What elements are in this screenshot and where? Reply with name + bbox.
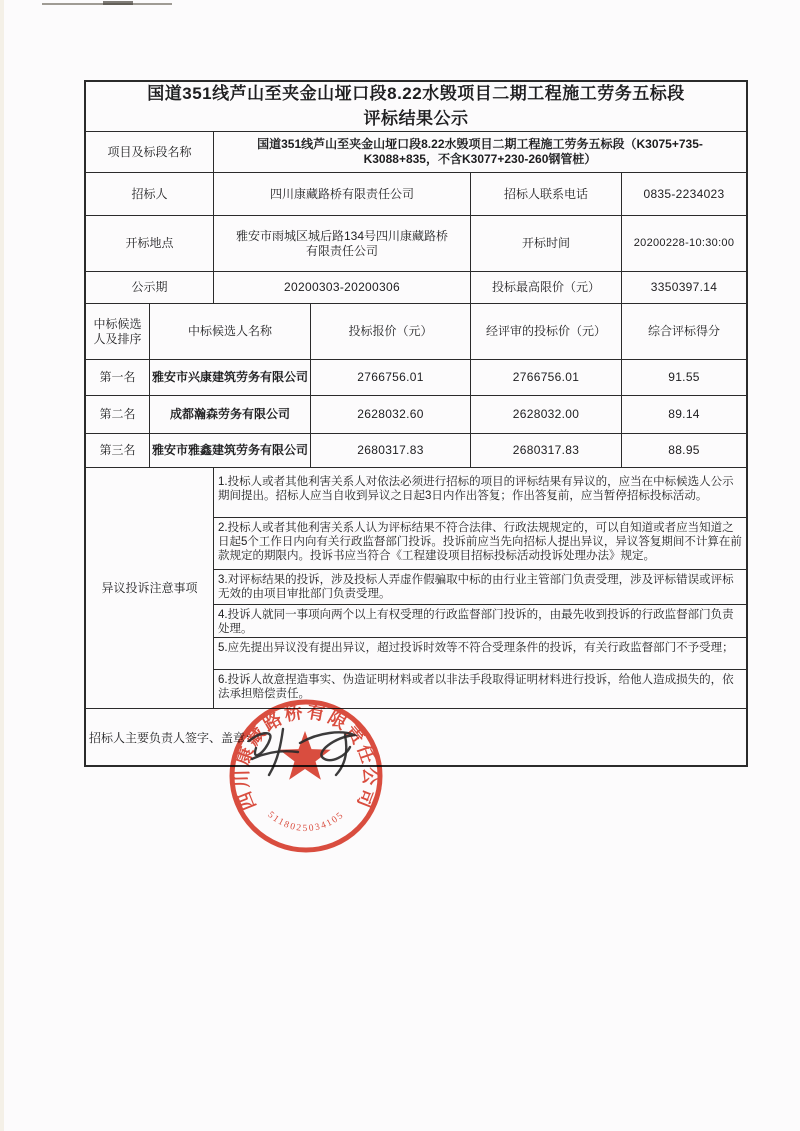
candidate-row-evaluated-price: 2628032.00 [471, 396, 622, 434]
candidate-row-bid-price: 2766756.01 [311, 360, 471, 396]
time-label: 开标时间 [471, 216, 622, 272]
project-value: 国道351线芦山至夹金山垭口段8.22水毁项目二期工程施工劳务五标段（K3075+735-K3088+835，不含K3077+230-260钢管桩） [214, 132, 746, 173]
candidate-row-bid-price: 2628032.60 [311, 396, 471, 434]
scan-artifact-blob [103, 1, 133, 5]
publicity-value: 20200303-20200306 [214, 272, 471, 304]
price-limit-label: 投标最高限价（元） [471, 272, 622, 304]
candidate-row-score: 88.95 [622, 434, 746, 468]
notice-item-5: 5.应先提出异议没有提出异议，超过投诉时效等不符合受理条件的投诉，有关行政监督部门不予受理； [214, 638, 746, 670]
scan-artifact-edge [0, 0, 4, 1131]
seal-star-icon [279, 731, 330, 780]
seal-code-text: 5118025034105 [265, 810, 347, 834]
candidate-row-name: 雅安市兴康建筑劳务有限公司 [150, 360, 311, 396]
publicity-label: 公示期 [86, 272, 214, 304]
candidate-row-rank: 第一名 [86, 360, 150, 396]
document-title [86, 82, 746, 132]
notice-label: 异议投诉注意事项 [86, 468, 214, 709]
candidates-header-score: 综合评标得分 [622, 304, 746, 360]
candidate-row-evaluated-price: 2766756.01 [471, 360, 622, 396]
company-seal [221, 691, 393, 863]
time-value: 20200228-10:30:00 [622, 216, 746, 272]
price-limit-value: 3350397.14 [622, 272, 746, 304]
title-line-1: 国道351线芦山至夹金山垭口段8.22水毁项目二期工程施工劳务五标段 [147, 83, 685, 103]
candidate-row-name: 雅安市雅鑫建筑劳务有限公司 [150, 434, 311, 468]
tenderer-value: 四川康藏路桥有限责任公司 [214, 173, 471, 216]
venue-label: 开标地点 [86, 216, 214, 272]
candidate-row-rank: 第三名 [86, 434, 150, 468]
notice-item-3: 3.对评标结果的投诉，涉及投标人弄虚作假骗取中标的由行业主管部门负责受理，涉及评标错误或评标无效的由项目审批部门负责受理。 [214, 570, 746, 605]
candidate-row-name: 成都瀚森劳务有限公司 [150, 396, 311, 434]
notice-item-6: 6.投诉人故意捏造事实、伪造证明材料或者以非法手段取得证明材料进行投诉，给他人造成损失的，依法承担赔偿责任。 [214, 670, 746, 709]
candidates-header-rank: 中标候选人及排序 [86, 304, 150, 360]
tenderer-label: 招标人 [86, 173, 214, 216]
candidates-header-name: 中标候选人名称 [150, 304, 311, 360]
candidates-header-bid-price: 投标报价（元） [311, 304, 471, 360]
seal-company-text: 四川康藏路桥有限责任公司 [231, 701, 381, 813]
company-seal-graphic [221, 691, 393, 863]
project-label: 项目及标段名称 [86, 132, 214, 173]
candidate-row-score: 91.55 [622, 360, 746, 396]
signature-row [86, 709, 746, 769]
phone-value: 0835-2234023 [622, 173, 746, 216]
candidate-row-rank: 第二名 [86, 396, 150, 434]
notice-item-4: 4.投诉人就同一事项向两个以上有权受理的行政监督部门投诉的，由最先收到投诉的行政监督部门负责处理。 [214, 605, 746, 638]
candidate-row-evaluated-price: 2680317.83 [471, 434, 622, 468]
signature-label: 招标人主要负责人签字、盖章： [89, 731, 258, 745]
phone-label: 招标人联系电话 [471, 173, 622, 216]
notice-item-2: 2.投标人或者其他利害关系人认为评标结果不符合法律、行政法规规定的，可以自知道或者应当知道之日起5个工作日内向有关行政监督部门投诉。投诉前应当先向招标人提出异议，异议答复期间不计算在前款规定的期限内。投诉书应当符合《工程建设项目招标投标活动投诉处理办法》规定。 [214, 518, 746, 570]
venue-value: 雅安市雨城区城后路134号四川康藏路桥有限责任公司 [214, 216, 471, 272]
candidate-row-score: 89.14 [622, 396, 746, 434]
title-line-2: 评标结果公示 [363, 108, 469, 128]
candidate-row-bid-price: 2680317.83 [311, 434, 471, 468]
notice-item-1: 1.投标人或者其他利害关系人对依法必须进行招标的项目的评标结果有异议的，应当在中标候选人公示期间提出。招标人应当自收到异议之日起3日内作出答复；作出答复前，应当暂停招标投标活动。 [214, 468, 746, 518]
candidates-header-evaluated-price: 经评审的投标价（元） [471, 304, 622, 360]
announcement-table [84, 80, 748, 767]
